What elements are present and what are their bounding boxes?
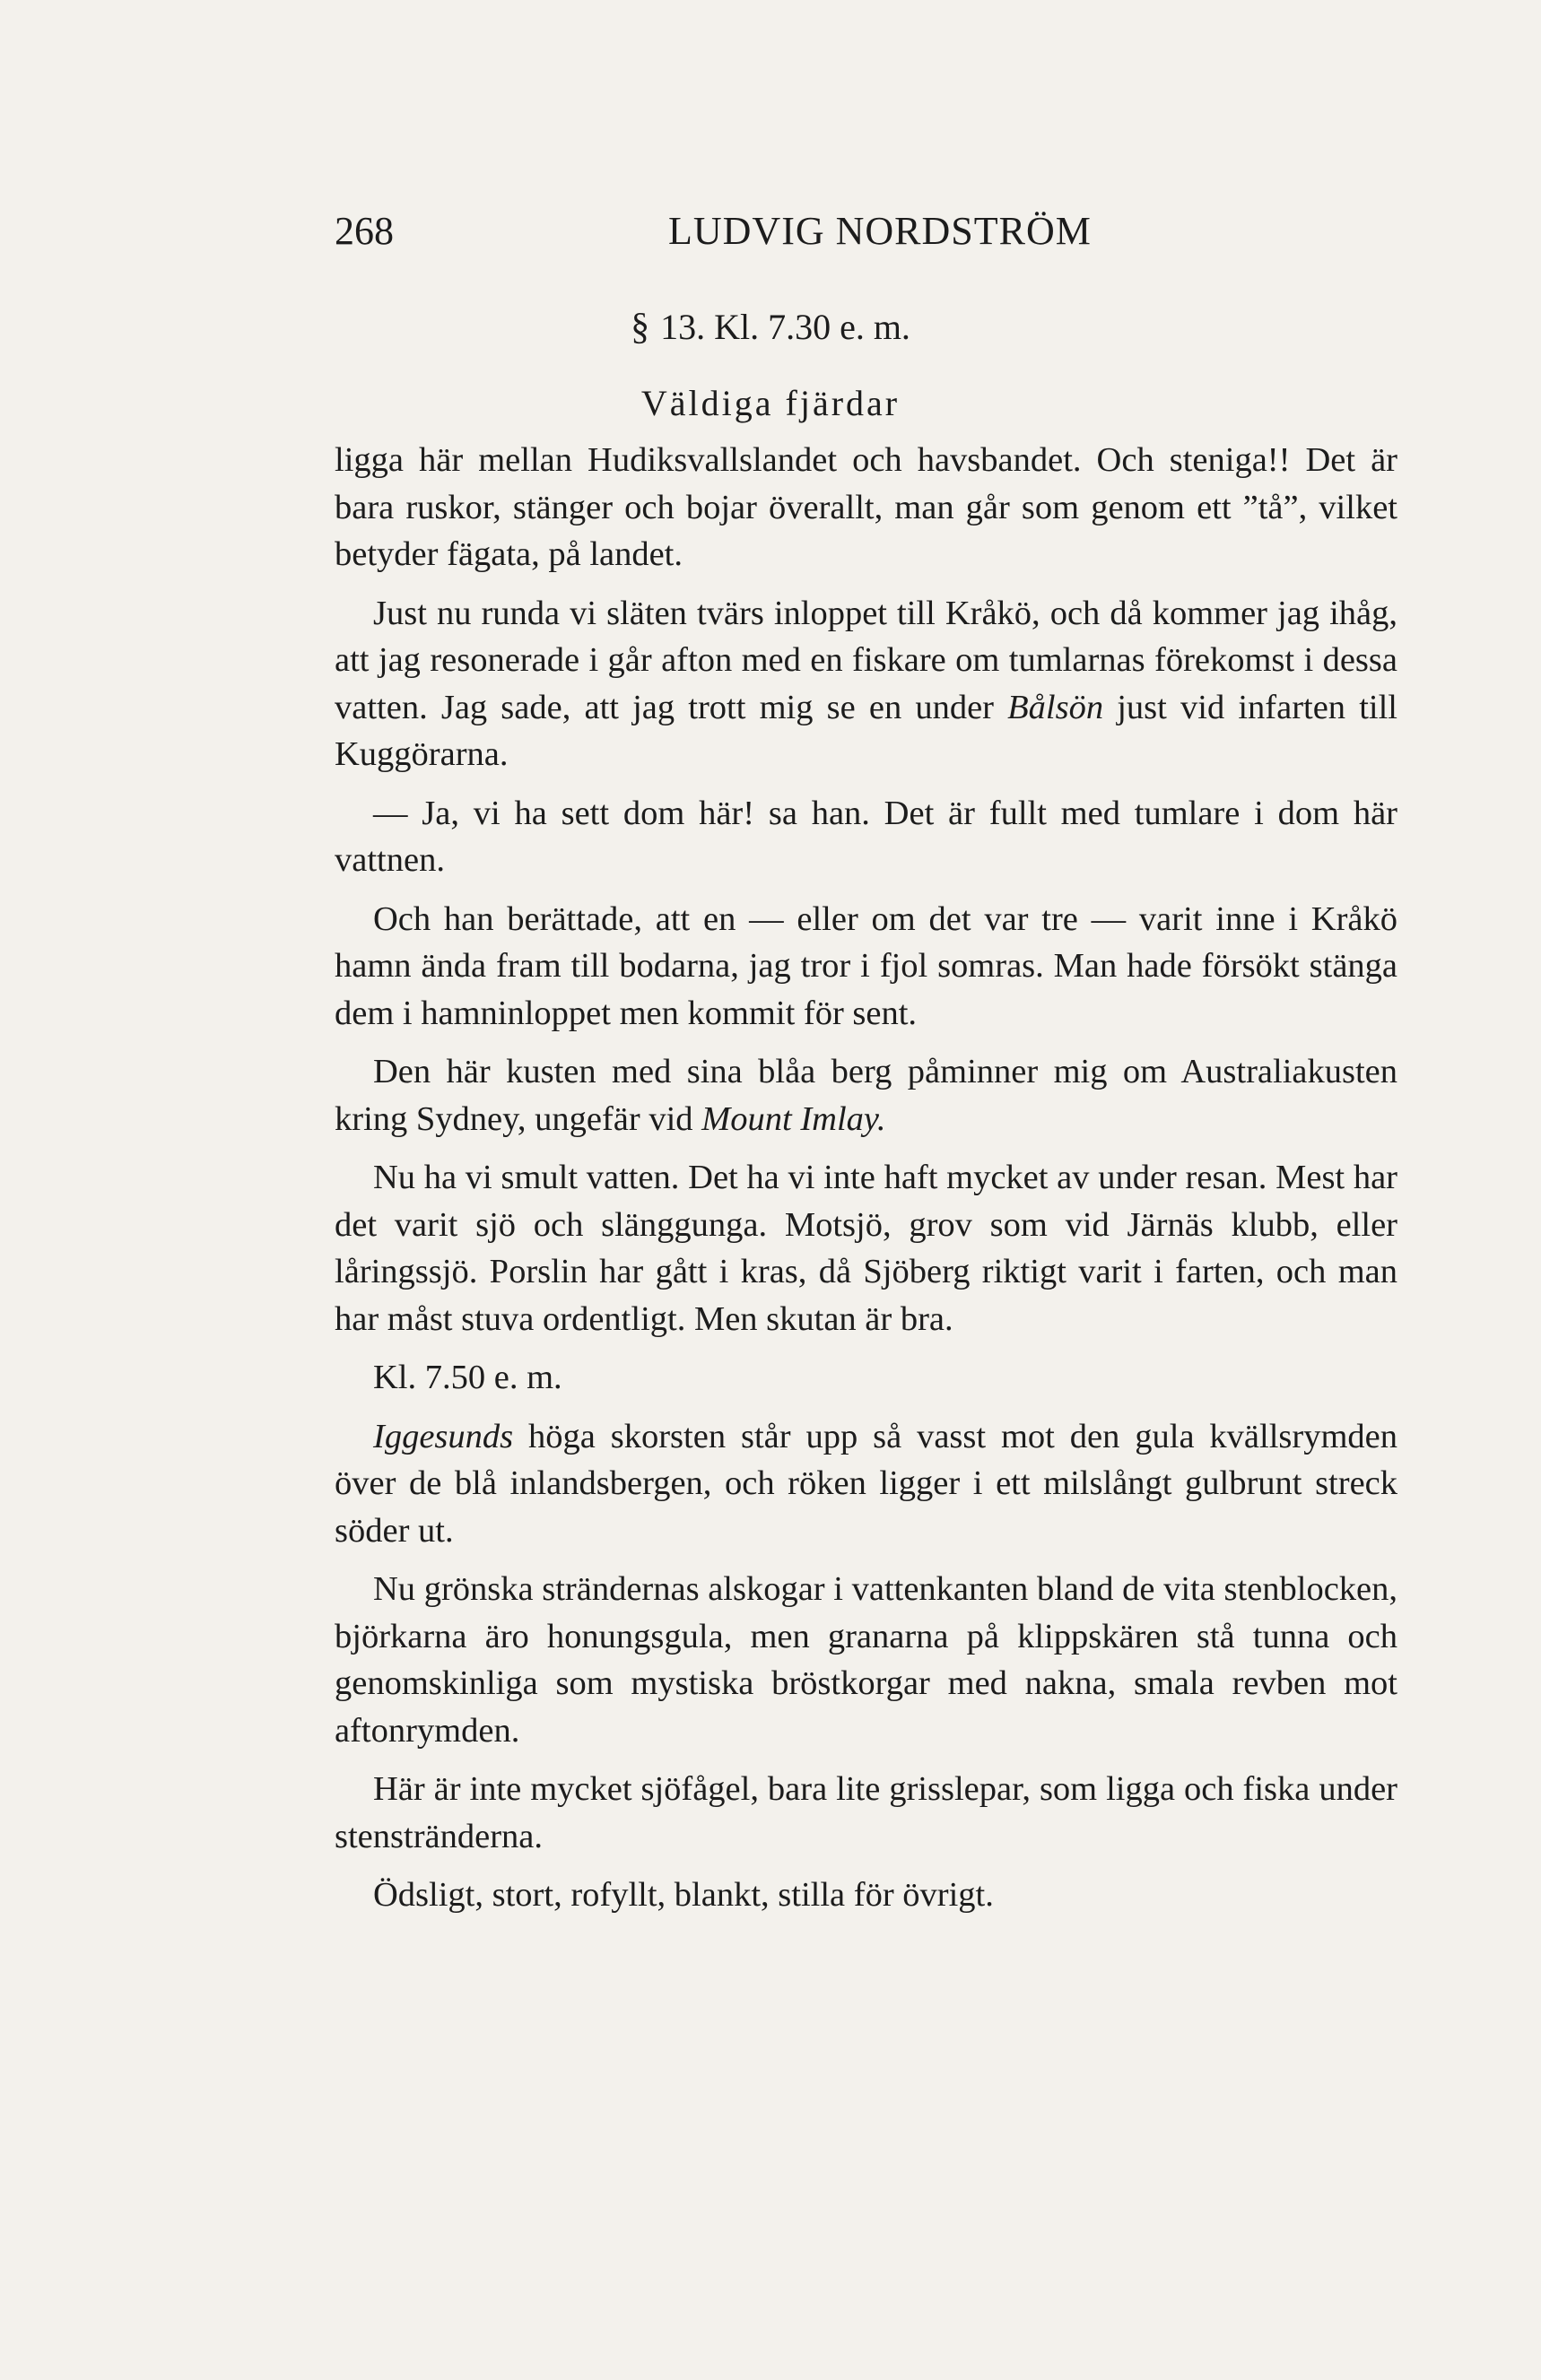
paragraph-10 [335, 1766, 1397, 1860]
mountain-name-italic: Mount Imlay. [701, 1099, 886, 1138]
paragraph-11 [335, 1872, 1397, 1919]
paragraph-5 [335, 1048, 1397, 1142]
section-heading [0, 300, 1541, 354]
page-number: 268 [335, 209, 394, 253]
section-heading-text: 13. Kl. 7.30 e. m. [660, 307, 910, 347]
paragraph-2-end: just vid infarten till Kuggörarna. [335, 688, 1397, 773]
paragraph-1-text: ligga här mellan Hudiksvallslandet och havsbandet. Och steniga!! Det är bara ruskor, stänger och bojar överallt, man går som genom ett ”tå”, vilket betyder fägata, på landet. [335, 441, 1397, 573]
paragraph-8 [335, 1413, 1397, 1555]
paragraph-9-text: Nu grönska strändernas alskogar i vattenkanten bland de vita stenblocken, björkarna äro honungsgula, men granarna på klippskären stå tunna och genomskinliga som mystiska bröstkorgar med nakna, smala revben mot aftonrymden. [335, 1570, 1397, 1750]
paragraph-2-text: Just nu runda vi släten tvärs inloppet till Kråkö, och då kommer jag ihåg, att jag resonerade i går afton med en fiskare om tumlarnas förekomst i dessa vatten. Jag sade, att jag trott mig se en under [335, 594, 1397, 726]
paragraph-1 [335, 437, 1397, 578]
paragraph-4-text: Och han berättade, att en — eller om det var tre — varit inne i Kråkö hamn ända fram till bodarna, jag tror i fjol somras. Man hade försökt stänga dem i hamninloppet men kommit för sent. [335, 899, 1397, 1032]
paragraph-4 [335, 896, 1397, 1038]
body-text [335, 437, 1397, 1931]
paragraph-3 [335, 790, 1397, 884]
paragraph-9 [335, 1566, 1397, 1754]
section-sign: § [631, 307, 650, 348]
time-entry [335, 1354, 1397, 1402]
paragraph-10-text: Här är inte mycket sjöfågel, bara lite grisslepar, som ligga och fiska under stenstränderna. [335, 1770, 1397, 1855]
paragraph-8-text: höga skorsten står upp så vasst mot den gula kvällsrymden över de blå inlandsbergen, och röken ligger i ett milslångt gulbrunt streck söder ut. [335, 1417, 1397, 1550]
running-head [335, 204, 1397, 258]
running-title: LUDVIG NORDSTRÖM [668, 209, 1092, 253]
place-name-italic-2: Iggesunds [373, 1417, 514, 1455]
paragraph-11-text: Ödsligt, stort, rofyllt, blankt, stilla för övrigt. [373, 1876, 994, 1914]
paragraph-6 [335, 1154, 1397, 1342]
paragraph-2 [335, 590, 1397, 778]
paragraph-6-text: Nu ha vi smult vatten. Det ha vi inte haft mycket av under resan. Mest har det varit sjö och slänggunga. Motsjö, grov som vid Järnäs klubb, eller låringssjö. Porslin har gått i kras, då Sjöberg riktigt varit i farten, och man har måst stuva ordentligt. Men skutan är bra. [335, 1159, 1397, 1338]
place-name-italic: Bålsön [1007, 688, 1104, 726]
paragraph-3-text: — Ja, vi ha sett dom här! sa han. Det är fullt med tumlare i dom här vattnen. [335, 794, 1397, 879]
paragraph-5-text: Den här kusten med sina blåa berg påminner mig om Australiakusten kring Sydney, ungefär vid [335, 1053, 1397, 1138]
time-entry-text: Kl. 7.50 e. m. [373, 1359, 562, 1396]
section-subheading: Väldiga fjärdar [640, 383, 901, 423]
